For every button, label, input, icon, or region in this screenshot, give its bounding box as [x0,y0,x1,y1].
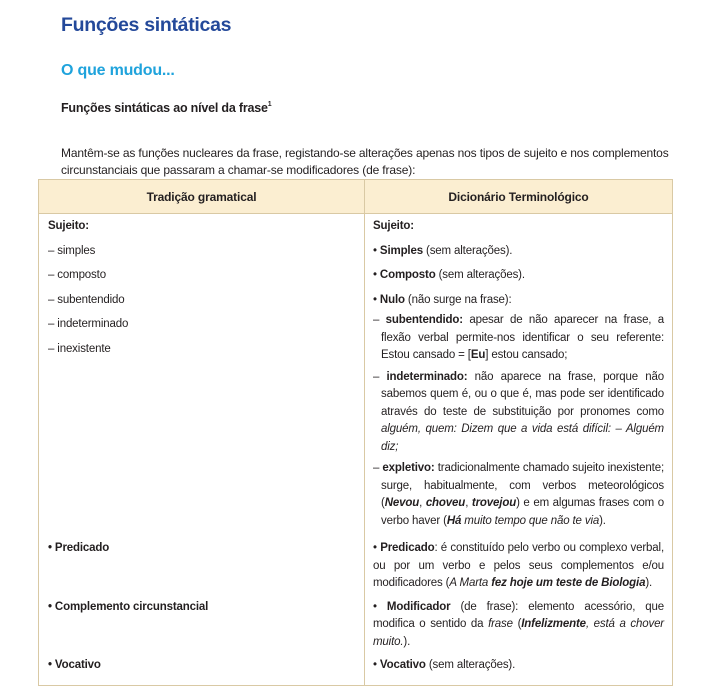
left-complemento: • Complemento circunstancial [48,600,209,613]
left-predicado: • Predicado [48,542,110,555]
comparison-table [38,179,673,686]
text-predicado: : é constituído pelo verbo ou complexo verbal, ou por um verbo e pelos seus complementos e/ou modificadores ( [373,542,664,590]
term-indeterminado: indeterminado: [386,370,468,383]
table-row-predicado [39,534,673,593]
bullet: • [373,600,387,613]
cell-predicado-right [365,534,673,593]
term-subentendido: subentendido: [385,314,463,327]
right-vocativo [373,657,664,675]
bullet: • [373,542,381,555]
verb-trovejou: trovejou [471,497,517,510]
left-item-simples: – simples [48,244,96,257]
separator: , [465,497,472,510]
example-modificador: , está a chover muito. [373,618,664,648]
verb-ha: Há [446,514,462,527]
text-modificador: (de frase): elemento acessório, que modifica o sentido da [373,600,665,631]
example-indeterminado: alguém, quem: Dizem que a vida está difícil: – Alguém diz; [381,423,664,453]
left-sujeito-title: Sujeito: [48,220,89,232]
dash: – [373,370,387,383]
cell-modificador-right [365,593,673,652]
header-tradicao: Tradição gramatical [39,180,365,214]
text-simples: (sem alterações). [422,244,513,257]
right-item-simples [373,239,664,264]
table-row-sujeito [39,214,673,535]
text-expletivo-3: ). [599,514,606,527]
text-modificador-2: ( [512,618,522,631]
right-modificador [373,599,664,652]
cell-vocativo-right [365,651,673,685]
cell-sujeito-right [365,214,673,535]
cell-complemento-left [39,593,365,652]
term-simples: Simples [379,244,423,257]
example-predicado: fez hoje um teste de Biologia [491,577,646,590]
right-item-nulo [373,288,664,313]
left-item-composto: – composto [48,269,106,282]
term-nulo: Nulo [379,293,405,306]
subitem-indeterminado [373,369,664,457]
bullet: • [373,244,380,257]
right-item-composto [373,263,664,288]
bullet: • [373,293,380,306]
text-expletivo: tradicionalmente chamado sujeito inexistente; surge, habitualmente, com verbos meteorológicos ( [381,462,664,510]
header-dicionario: Dicionário Terminológico [365,180,673,214]
example-eu: Eu [470,349,486,362]
verb-choveu: choveu [425,497,466,510]
subitem-subentendido [373,312,664,365]
text-vocativo: (sem alterações). [425,659,516,672]
text-modificador-end: ). [403,635,411,648]
term-expletivo: expletivo: [382,462,435,475]
term-modificador: Modificador [386,600,451,613]
left-item-indeterminado: – indeterminado [48,318,129,331]
footnote-mark: 1 [267,101,272,108]
dash: – [373,314,386,327]
section-title [61,101,271,115]
right-predicado [373,540,664,593]
table-row-vocativo [39,651,673,685]
left-vocativo: • Vocativo [48,659,101,672]
left-item-inexistente: – inexistente [48,342,111,355]
word-frase: frase [488,618,513,631]
separator: , [419,497,426,510]
text-subentendido: apesar de não aparecer na frase, a flexão verbal permite-nos identificar o seu referente: Estou cansado = [ [381,314,665,362]
left-item-subentendido: – subentendido [48,293,125,306]
verb-nevou: Nevou [384,497,420,510]
term-predicado: Predicado [380,542,435,555]
term-composto: Composto [379,269,436,282]
cell-sujeito-left [39,214,365,535]
table-row-complemento [39,593,673,652]
example-predicado-subject: A Marta [449,577,492,590]
page-title: Funções sintáticas [61,14,232,36]
text-expletivo-2: ) e em algumas frases com o verbo haver ( [381,497,665,527]
text-subentendido-end: ] estou cansado; [485,349,568,362]
section-title-text: Funções sintáticas ao nível da frase [61,101,268,115]
example-expletivo: muito tempo que não te via [461,514,600,527]
bullet: • [373,269,380,282]
example-infelizmente: Infelizmente [521,618,586,631]
subitem-expletivo [373,460,664,530]
term-vocativo: Vocativo [379,659,426,672]
intro-text: Mantêm-se as funções nucleares da frase, registando-se alterações apenas nos tipos de sujeito e nos complementos circunstanciais que passaram a chamar-se modificadores (de frase): [61,145,669,177]
text-predicado-end: ). [645,577,653,590]
subtitle: O que mudou... [61,62,175,79]
text-composto: (sem alterações). [435,269,525,282]
cell-predicado-left [39,534,365,593]
dash: – [373,462,383,475]
bullet: • [373,659,380,672]
right-sujeito-title: Sujeito: [373,220,414,232]
text-indeterminado: não aparece na frase, porque não sabemos quem é, ou o que é, mas pode ser identificado através do teste de substituição por pronomes como [381,370,664,418]
cell-vocativo-left [39,651,365,685]
text-nulo: (não surge na frase): [404,293,512,306]
intro-paragraph [61,127,673,180]
